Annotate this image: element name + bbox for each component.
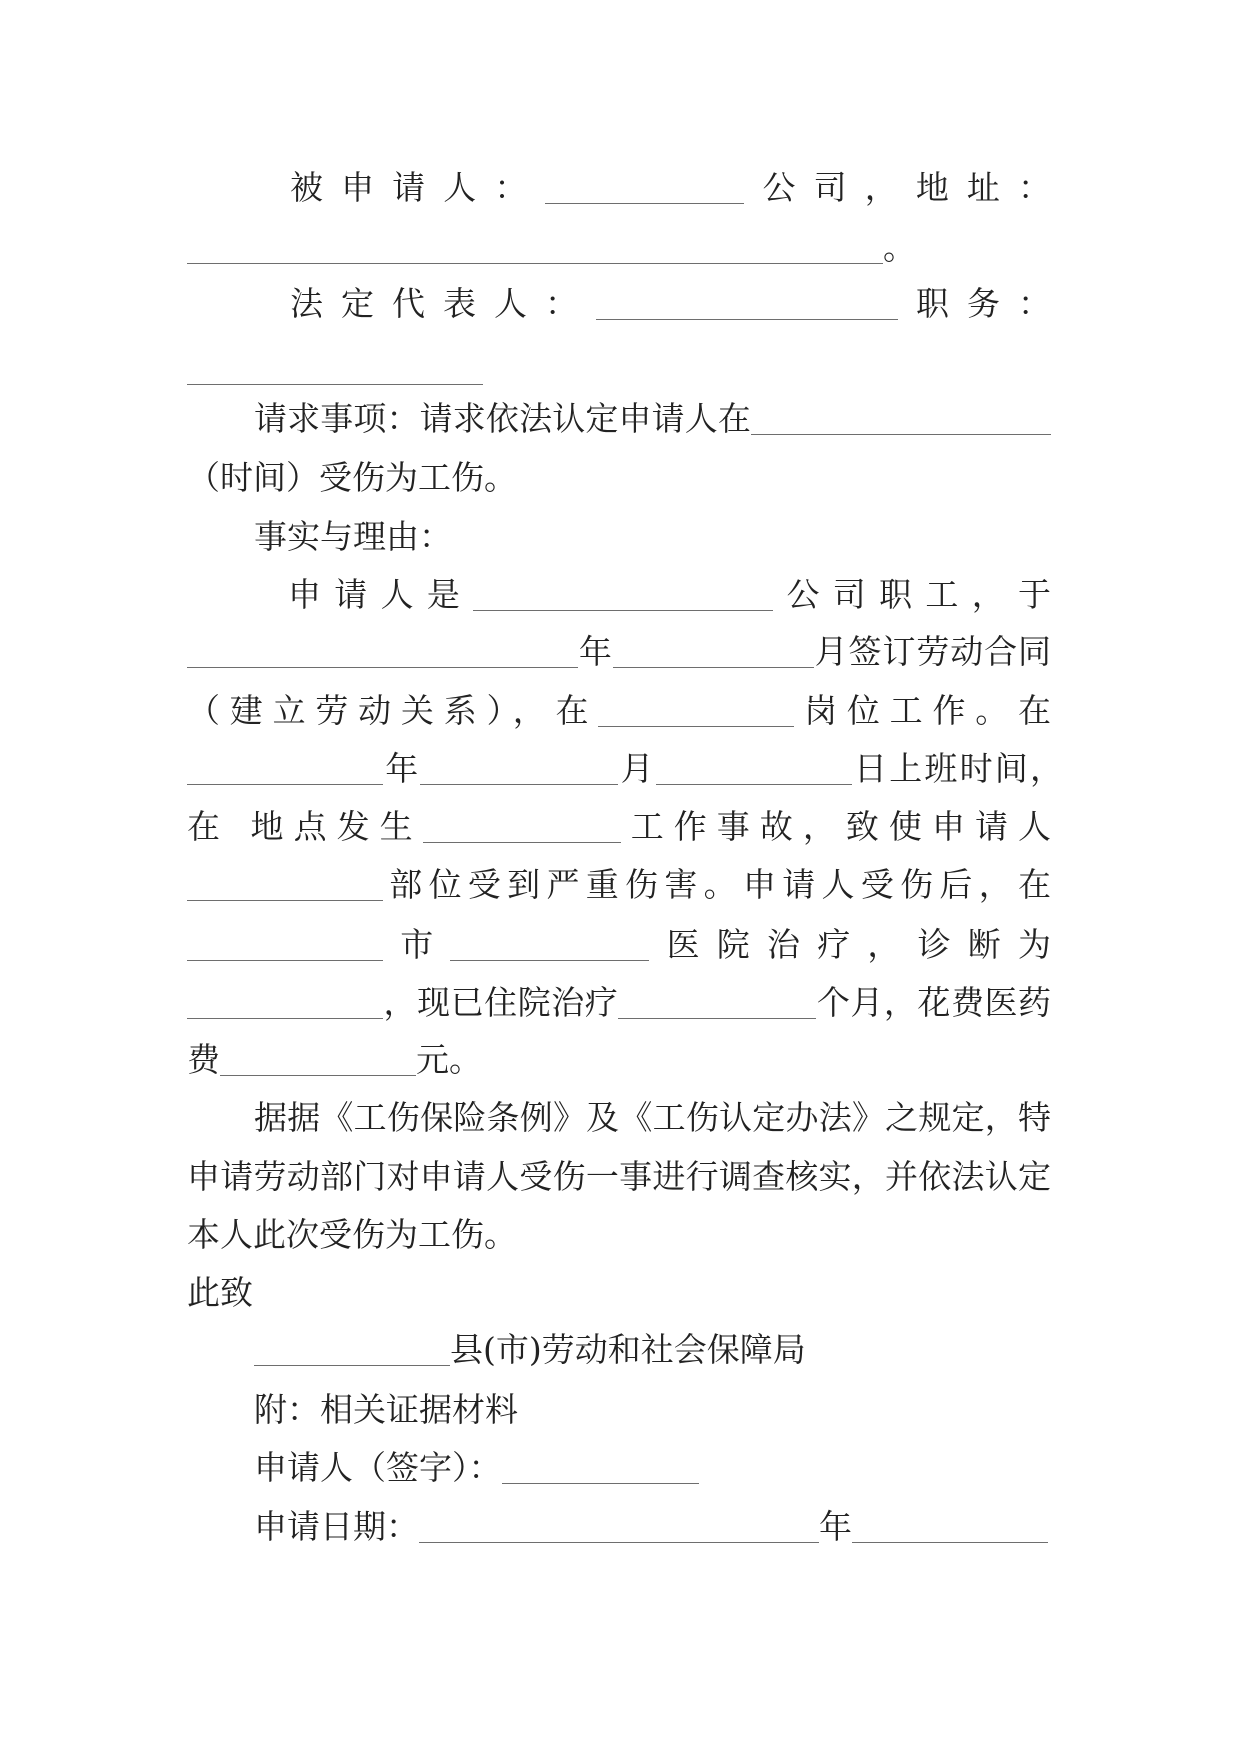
facts-line-6 xyxy=(187,863,1051,907)
city-blank xyxy=(187,934,383,961)
basis-text-1: 据据《工伤保险条例》及《工伤认定办法》之规定，特 xyxy=(254,1098,1051,1137)
contract-signed-text: 月签订劳动合同 xyxy=(813,632,1052,671)
request-text: 请求事项：请求依法认定申请人在 xyxy=(254,399,751,438)
accident-month-blank xyxy=(420,758,618,785)
address-blank xyxy=(187,237,883,264)
accident-type-blank xyxy=(423,816,621,843)
date-month-blank xyxy=(852,1516,1048,1543)
salutation xyxy=(187,1271,253,1315)
labor-relation-text: （建立劳动关系），在 xyxy=(187,691,599,730)
city-text: 市 xyxy=(383,925,451,964)
attachment-text: 附：相关证据材料 xyxy=(254,1390,518,1429)
respondent-label: 被申请人： xyxy=(290,168,546,207)
work-time-text: 日上班时间， xyxy=(851,749,1064,788)
basis-text-2: 申请劳动部门对申请人受伤一事进行调查核实，并依法认定 xyxy=(187,1157,1051,1196)
respondent-line xyxy=(290,166,1051,210)
date-year-text: 年 xyxy=(819,1507,852,1546)
year-text: 年 xyxy=(383,749,421,788)
request-line xyxy=(254,397,1051,441)
address-end-mark: 。 xyxy=(883,228,916,267)
fee-text: 费 xyxy=(187,1040,220,1079)
facts-line-7 xyxy=(187,923,1051,967)
month-text: 月 xyxy=(618,749,656,788)
hospital-text: 医院治疗，诊断为 xyxy=(649,925,1052,964)
date-year-blank xyxy=(419,1516,819,1543)
location-text: 在 地点发生 xyxy=(187,807,423,846)
legal-representative-blank xyxy=(596,293,898,320)
address-line xyxy=(187,226,916,270)
facts-line-5 xyxy=(187,805,1051,849)
facts-line-2 xyxy=(187,630,1051,674)
basis-line-1 xyxy=(254,1096,1051,1140)
position-label: 职务： xyxy=(898,284,1051,323)
county-blank xyxy=(254,1339,450,1366)
injury-time-blank xyxy=(751,408,1051,435)
accident-text: 工作事故，致使申请人 xyxy=(620,807,1051,846)
signature-label: 申请人（签字）： xyxy=(254,1448,502,1487)
date-label: 申请日期： xyxy=(254,1507,419,1546)
hospital-months-blank xyxy=(618,992,816,1019)
legal-representative-label: 法定代表人： xyxy=(290,284,596,323)
facts-heading-text: 事实与理由： xyxy=(254,517,452,556)
signature-blank xyxy=(502,1457,699,1484)
position-line xyxy=(187,347,483,391)
request-time-note: （时间）受伤为工伤。 xyxy=(187,458,517,497)
year-text: 年 xyxy=(578,632,613,671)
hospital-blank xyxy=(450,934,649,961)
position-blank xyxy=(187,358,483,385)
contract-year-blank xyxy=(187,641,578,668)
applicant-is-text: 申请人是 xyxy=(288,575,474,614)
request-tail-line xyxy=(187,456,517,500)
respondent-company-blank xyxy=(545,177,744,204)
company-employee-text: 公司职工，于 xyxy=(773,575,1052,614)
hospitalized-text: ，现已住院治疗 xyxy=(383,983,619,1022)
facts-line-4 xyxy=(187,747,1063,791)
recipient-line xyxy=(254,1328,806,1372)
basis-text-3: 本人此次受伤为工伤。 xyxy=(187,1215,517,1254)
attachment-line xyxy=(254,1388,518,1432)
accident-year-blank xyxy=(187,758,383,785)
facts-line-9 xyxy=(187,1038,482,1082)
contract-month-blank xyxy=(613,641,814,668)
facts-line-1 xyxy=(288,573,1051,617)
diagnosis-blank xyxy=(187,992,383,1019)
legal-representative-line xyxy=(290,282,1051,326)
basis-line-3 xyxy=(187,1213,517,1257)
months-cost-text: 个月，花费医药 xyxy=(816,983,1052,1022)
facts-line-3 xyxy=(187,689,1051,733)
facts-line-8 xyxy=(187,981,1051,1025)
post-blank xyxy=(598,700,794,727)
signature-line xyxy=(254,1446,699,1490)
medical-cost-blank xyxy=(220,1049,416,1076)
yuan-text: 元。 xyxy=(416,1040,482,1079)
recipient-text: 县(市)劳动和社会保障局 xyxy=(450,1330,806,1369)
employer-company-blank xyxy=(473,584,773,611)
injury-text: 部位受到严重伤害。申请人受伤后，在 xyxy=(383,865,1051,904)
injured-body-part-blank xyxy=(187,874,383,901)
facts-heading xyxy=(254,515,452,559)
date-line xyxy=(254,1505,1048,1549)
company-address-label: 公司，地址： xyxy=(744,168,1052,207)
basis-line-2 xyxy=(187,1155,1051,1199)
accident-day-blank xyxy=(656,758,852,785)
post-work-text: 岗位工作。在 xyxy=(794,691,1051,730)
salutation-text: 此致 xyxy=(187,1273,253,1312)
